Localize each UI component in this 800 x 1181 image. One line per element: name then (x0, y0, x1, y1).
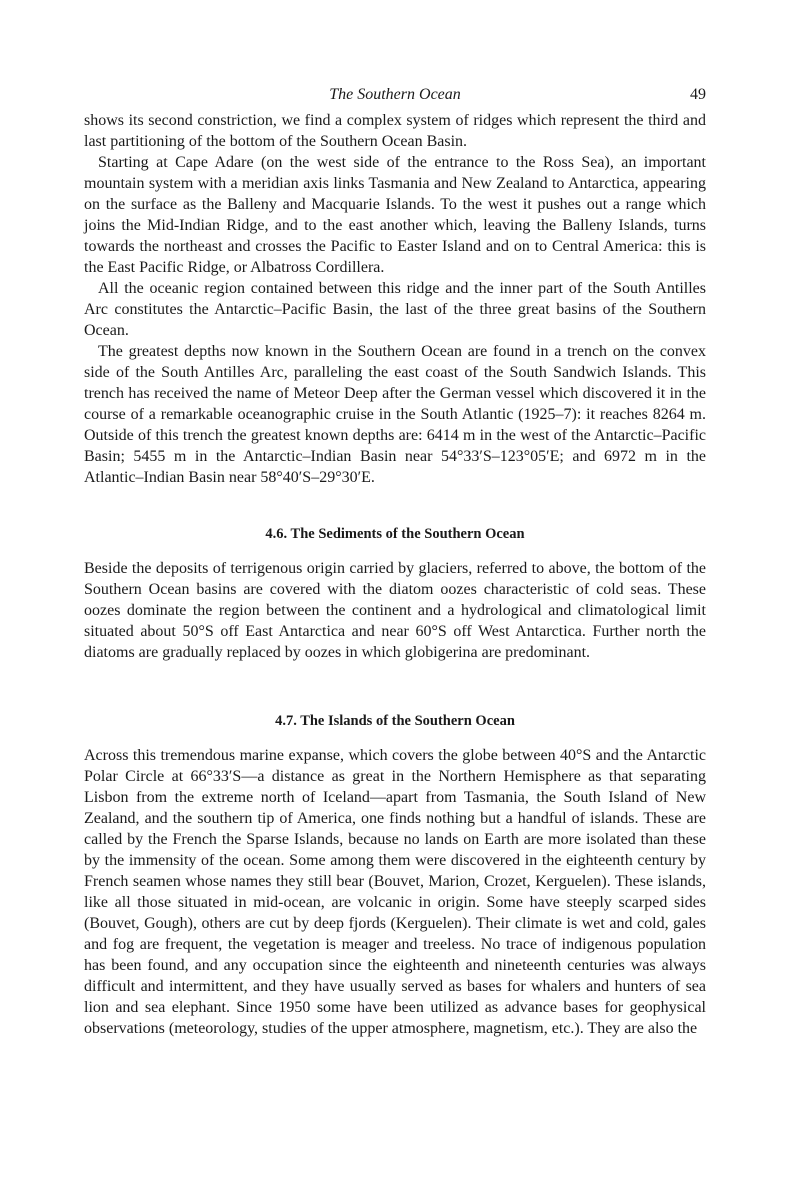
section-sediments (84, 524, 706, 663)
body-text (84, 110, 706, 488)
paragraph-greatest-depths: The greatest depths now known in the Southern Ocean are found in a trench on the convex side of the South Antilles Arc, paralleling the east coast of the South Sandwich Islands. This trench has received the name of Meteor Deep after the German vessel which discovered it in the course of a remarkable oceanographic cruise in the South Atlantic (1925–7): it reaches 8264 m. Outside of this trench the greatest known depths are: 6414 m in the west of the Antarctic–Pacific Basin; 5455 m in the Antarctic–Indian Basin near 54°33′S–123°05′E; and 6972 m in the Atlantic–Indian Basin near 58°40′S–29°30′E. (84, 343, 706, 486)
running-header (84, 84, 706, 110)
paragraph-islands: Across this tremendous marine expanse, which covers the globe between 40°S and the Antarctic Polar Circle at 66°33′S—a distance as great in the Northern Hemisphere as that separating Lisbon from the extreme north of Iceland—apart from Tasmania, the South Island of New Zealand, and the southern tip of America, one finds nothing but a handful of islands. These are called by the French the Sparse Islands, because no lands on Earth are more isolated than these by the immensity of the ocean. Some among them were discovered in the eighteenth century by French seamen whose names they still bear (Bouvet, Marion, Crozet, Kerguelen). These islands, like all those situated in mid-ocean, are volcanic in origin. Some have steeply scarped sides (Bouvet, Gough), others are cut by deep fjords (Kerguelen). Their climate is wet and cold, gales and fog are frequent, the vegetation is meager and treeless. No trace of indigenous population has been found, and any occupation since the eighteenth and nineteenth centuries was always difficult and intermittent, and they have usually served as bases for whalers and hunters of sea lion and sea elephant. Since 1950 some have been utilized as advance bases for geophysical observations (meteorology, studies of the upper atmosphere, magnetism, etc.). They are also the (84, 747, 706, 1037)
section-heading-islands: 4.7. The Islands of the Southern Ocean (275, 713, 515, 729)
section-heading-sediments: 4.6. The Sediments of the Southern Ocean (265, 526, 525, 542)
paragraph-antarctic-pacific-basin: All the oceanic region contained between this ridge and the inner part of the South Antilles Arc constitutes the Antarctic–Pacific Basin, the last of the three great basins of the Southern Ocean. (84, 280, 706, 339)
paragraph-continued: shows its second constriction, we find a complex system of ridges which represent the third and last partitioning of the bottom of the Southern Ocean Basin. (84, 112, 706, 150)
paragraph-sediments: Beside the deposits of terrigenous origin carried by glaciers, referred to above, the bottom of the Southern Ocean basins are covered with the diatom oozes characteristic of cold seas. These oozes dominate the region between the continent and a hydrological and climatological limit situated about 50°S off East Antarctica and near 60°S off West Antarctica. Further north the diatoms are gradually replaced by oozes in which globigerina are predominant. (84, 560, 706, 661)
section-islands (84, 711, 706, 1039)
running-title: The Southern Ocean (329, 86, 461, 103)
paragraph-cape-adare: Starting at Cape Adare (on the west side of the entrance to the Ross Sea), an important mountain system with a meridian axis links Tasmania and New Zealand to Antarctica, appearing on the surface as the Balleny and Macquarie Islands. To the west it pushes out a range which joins the Mid-Indian Ridge, and to the east another which, leaving the Balleny Islands, turns towards the northeast and crosses the Pacific to Easter Island and on to Central America: this is the East Pacific Ridge, or Albatross Cordillera. (84, 154, 706, 276)
book-page (84, 84, 706, 1039)
page-number: 49 (690, 86, 706, 103)
